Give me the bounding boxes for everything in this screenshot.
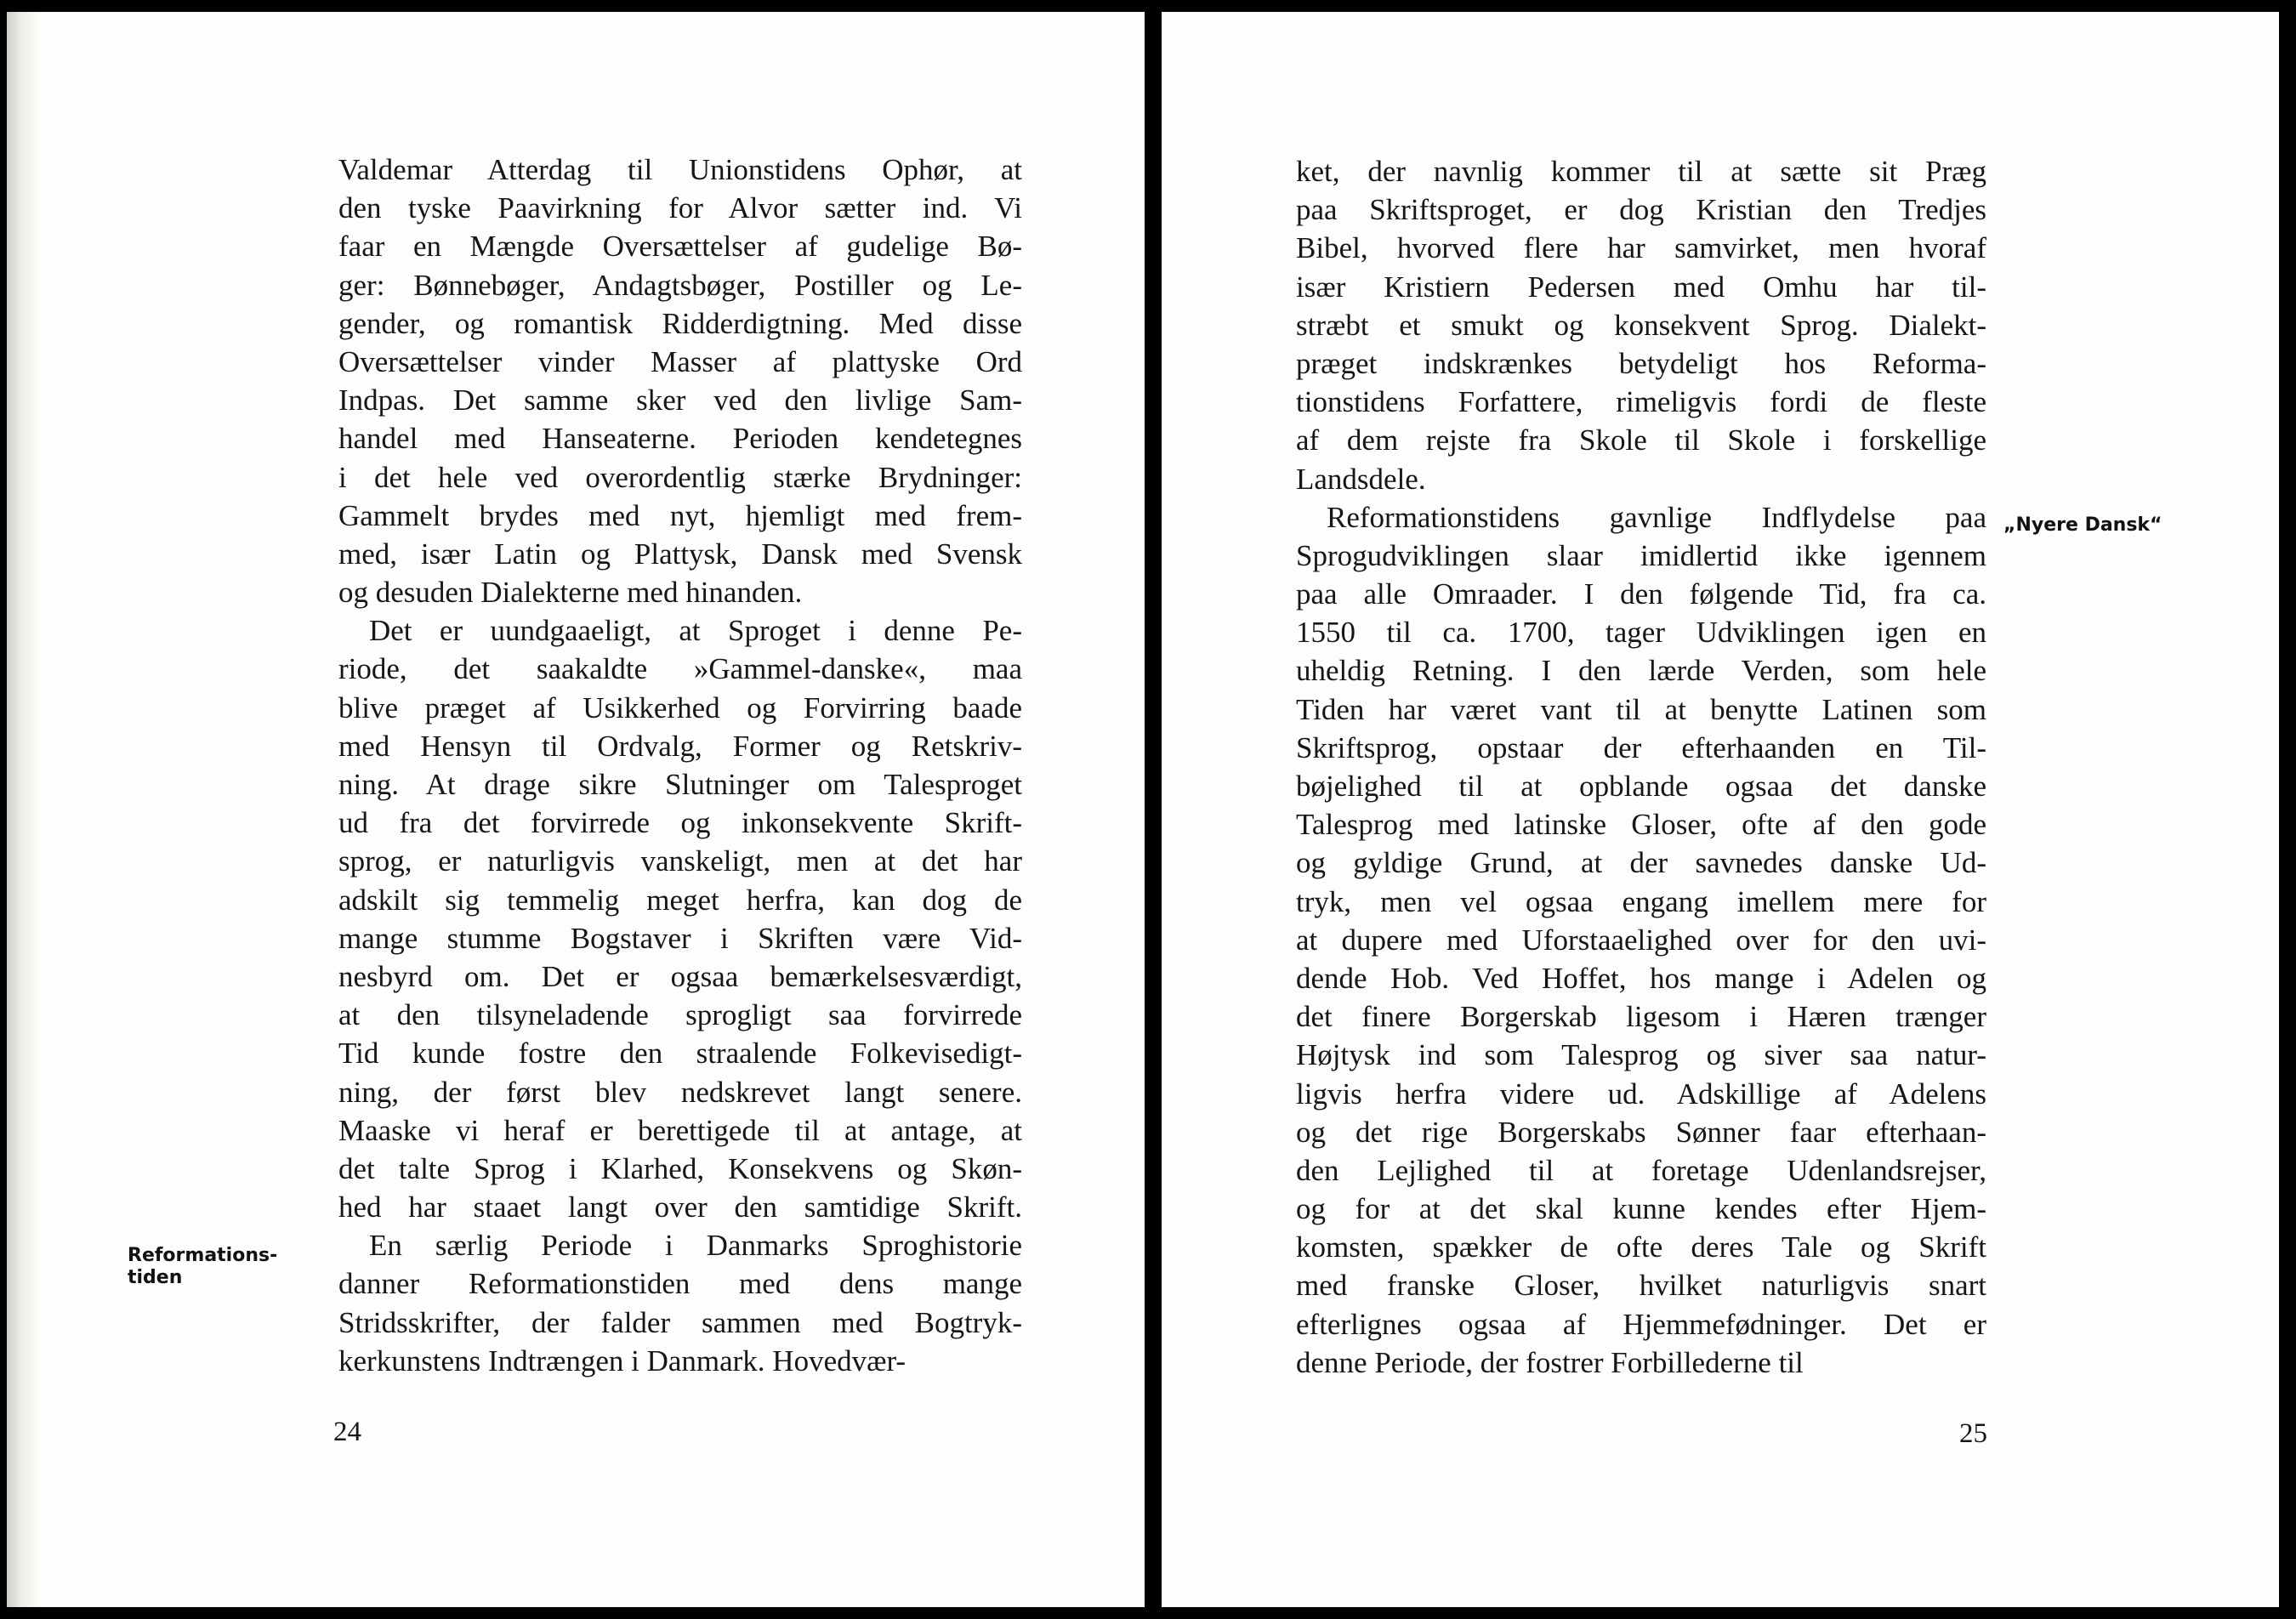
margin-note-line: Reformations- (128, 1245, 278, 1266)
text-line: med franske Gloser, hvilket naturligvis snart (1296, 1269, 1986, 1303)
text-line: bøjelighed til at opblande ogsaa det danske (1296, 770, 1986, 803)
text-line: mange stumme Bogstaver i Skriften være Vid- (338, 921, 1022, 955)
page-number: 24 (333, 1417, 361, 1447)
text-line: Det er uundgaaeligt, at Sproget i denne Pe- (369, 614, 1022, 648)
text-line: Talesprog med latinske Gloser, ofte af den gode (1296, 808, 1986, 842)
text-line: Gammelt brydes med nyt, hjemligt med frem- (338, 498, 1022, 532)
right-page (1162, 12, 2279, 1607)
text-line: gender, og romantisk Ridderdigtning. Med disse (338, 306, 1022, 340)
text-line: i det hele ved overordentlig stærke Brydninger: (338, 460, 1022, 494)
text-line: Højtysk ind som Talesprog og siver saa natur- (1296, 1038, 1986, 1072)
text-line: Sprogudviklingen slaar imidlertid ikke igennem (1296, 538, 1986, 572)
text-line: præget indskrænkes betydeligt hos Reforma- (1296, 346, 1986, 380)
text-line: hed har staaet langt over den samtidige Skrift. (338, 1190, 1022, 1224)
text-line: Indpas. Det samme sker ved den livlige Sam- (338, 383, 1022, 418)
right-body-text (1296, 152, 1986, 1382)
text-line: paa alle Omraader. I den følgende Tid, fra ca. (1296, 577, 1986, 611)
text-line: ger: Bønnebøger, Andagtsbøger, Postiller og Le- (338, 268, 1022, 302)
text-line: Stridsskrifter, der falder sammen med Bogtryk- (338, 1305, 1022, 1339)
text-line: og gyldige Grund, at der savnedes danske Ud- (1296, 846, 1986, 880)
text-line: 1550 til ca. 1700, tager Udviklingen igen en (1296, 616, 1986, 650)
text-line: ket, der navnlig kommer til at sætte sit Præg (1296, 155, 1986, 188)
text-line: især Kristiern Pedersen med Omhu har til- (1296, 270, 1986, 304)
left-body-text (338, 151, 1022, 1380)
text-line: efterlignes ogsaa af Hjemmefødninger. Det er (1296, 1307, 1986, 1341)
text-line: at den tilsyneladende sprogligt saa forvirrede (338, 998, 1022, 1032)
text-line: tionstidens Forfattere, rimeligvis fordi de fleste (1296, 385, 1986, 419)
text-line: Reformationstidens gavnlige Indflydelse paa (1327, 500, 1986, 534)
text-line: riode, det saakaldte »Gammel-danske«, maa (338, 652, 1022, 686)
text-line: danner Reformationstiden med dens mange (338, 1267, 1022, 1301)
text-line: kerkunstens Indtrængen i Danmark. Hovedvær- (338, 1343, 906, 1378)
text-line: den tyske Paavirkning for Alvor sætter ind. Vi (338, 191, 1022, 225)
text-line: stræbt et smukt og konsekvent Sprog. Dialekt- (1296, 308, 1986, 342)
text-line: ligvis herfra videre ud. Adskillige af Adelens (1296, 1076, 1986, 1111)
text-line: Valdemar Atterdag til Unionstidens Ophør, at (338, 153, 1022, 186)
text-line: Bibel, hvorved flere har samvirket, men hvoraf (1296, 231, 1986, 265)
text-line: den Lejlighed til at foretage Udenlandsrejser, (1296, 1153, 1986, 1187)
text-line: Oversættelser vinder Masser af plattyske Ord (338, 344, 1022, 378)
text-line: af dem rejste fra Skole til Skole i forskellige (1296, 423, 1986, 457)
text-line: En særlig Periode i Danmarks Sproghistorie (369, 1229, 1022, 1263)
text-line: tryk, men vel ogsaa engang imellem mere for (1296, 884, 1986, 918)
text-line: Tid kunde fostre den straalende Folkevisedigt- (338, 1037, 1022, 1071)
text-line: sprog, er naturligvis vanskeligt, men at det har (338, 844, 1022, 878)
text-line: handel med Hanseaterne. Perioden kendetegnes (338, 422, 1022, 456)
page-number: 25 (1959, 1418, 1987, 1449)
margin-note-nyere-dansk: „Nyere Dansk“ (2003, 514, 2162, 536)
text-line: og for at det skal kunne kendes efter Hjem- (1296, 1192, 1986, 1226)
text-line: paa Skriftsproget, er dog Kristian den Tredjes (1296, 193, 1986, 227)
text-line: det talte Sprog i Klarhed, Konsekvens og Skøn- (338, 1151, 1022, 1185)
text-line: at dupere med Uforstaaelighed over for den uvi- (1296, 923, 1986, 957)
text-line: og det rige Borgerskabs Sønner faar efterhaan- (1296, 1115, 1986, 1149)
margin-note-line: tiden (128, 1267, 183, 1288)
text-line: faar en Mængde Oversættelser af gudelige Bø- (338, 230, 1022, 264)
text-line: med Hensyn til Ordvalg, Former og Retskriv- (338, 729, 1022, 763)
text-line: Tiden har været vant til at benytte Latinen som (1296, 692, 1986, 726)
text-line: Maaske vi heraf er berettigede til at antage, at (338, 1113, 1022, 1147)
text-line: dende Hob. Ved Hoffet, hos mange i Adelen og (1296, 961, 1986, 995)
text-line: blive præget af Usikkerhed og Forvirring baade (338, 690, 1022, 724)
text-line: det finere Borgerskab ligesom i Hæren trænger (1296, 1000, 1986, 1034)
left-page (7, 12, 1145, 1607)
text-line: nesbyrd om. Det er ogsaa bemærkelsesværdigt, (338, 959, 1022, 993)
text-line: uheldig Retning. I den lærde Verden, som hele (1296, 654, 1986, 688)
text-line: med, især Latin og Plattysk, Dansk med Svensk (338, 537, 1022, 571)
text-line: komsten, spækker de ofte deres Tale og Skrift (1296, 1230, 1986, 1264)
text-line: adskilt sig temmelig meget herfra, kan dog de (338, 883, 1022, 917)
text-line: og desuden Dialekterne med hinanden. (338, 576, 803, 610)
text-line: ud fra det forvirrede og inkonsekvente Skrift- (338, 806, 1022, 840)
text-line: Skriftsprog, opstaar der efterhaanden en Til- (1296, 730, 1986, 764)
text-line: denne Periode, der fostrer Forbillederne til (1296, 1345, 1804, 1379)
text-line: ning. At drage sikre Slutninger om Talesproget (338, 768, 1022, 801)
text-line: ning, der først blev nedskrevet langt senere. (338, 1075, 1022, 1109)
margin-note-reformationstiden (128, 1245, 277, 1289)
text-line: Landsdele. (1296, 462, 1426, 496)
